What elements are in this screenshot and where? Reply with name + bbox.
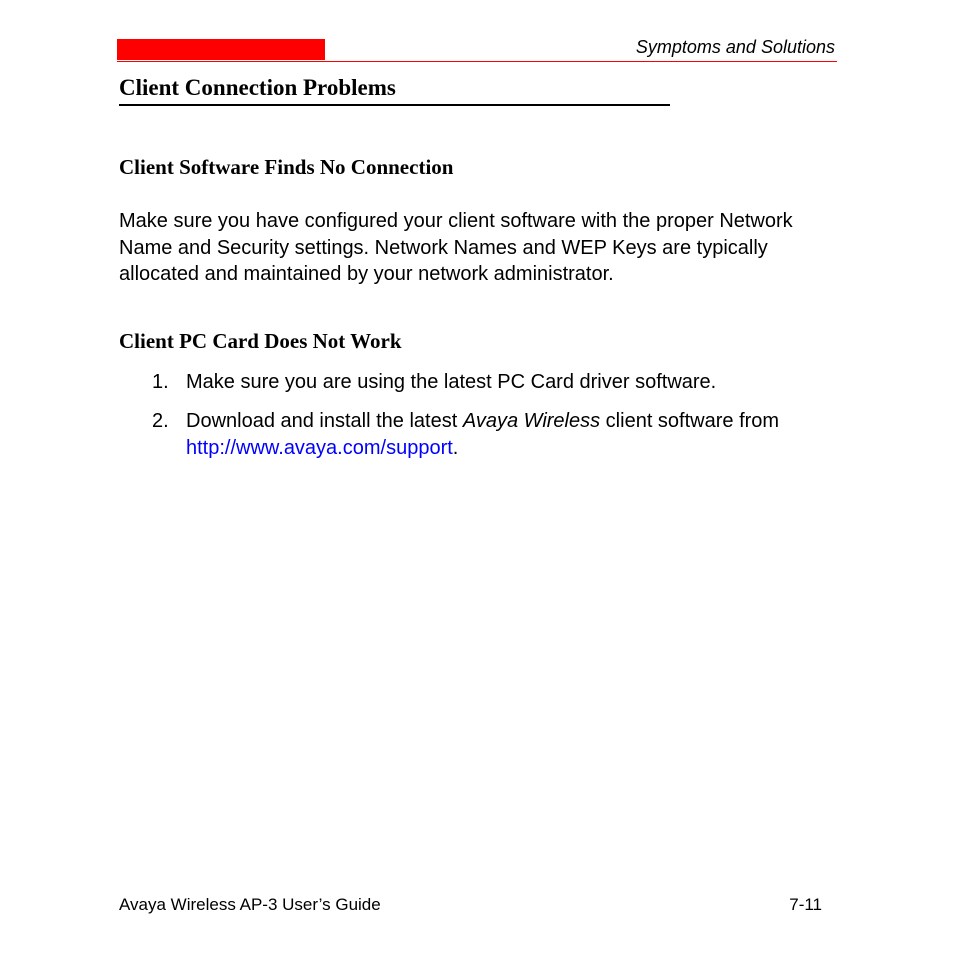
support-link[interactable]: http://www.avaya.com/support [186,437,453,459]
list-item-number: 2. [152,410,169,432]
no-connection-paragraph: Make sure you have configured your client software with the proper Network Name and Security settings. Network Names and WEP Keys are typically allocated and maintained by your network administrator. [119,210,793,285]
header-red-tab [117,39,325,60]
step-2-text-after: client software from [600,410,780,432]
list-item [152,408,832,462]
subsection-heading-no-connection: Client Software Finds No Connection [119,155,454,179]
list-item-text [186,408,832,462]
footer-guide-title: Avaya Wireless AP-3 User’s Guide [119,895,381,914]
list-item-text [186,369,832,396]
list-item [152,369,832,396]
list-item-number: 1. [152,371,169,393]
product-name: Avaya Wireless [462,410,601,432]
section-title: Client Connection Problems [119,75,396,100]
header-rule [117,61,837,62]
running-head: Symptoms and Solutions [635,37,835,57]
step-1-text: Make sure you are using the latest PC Card driver software. [186,371,717,393]
step-2-text-before: Download and install the latest [186,410,463,432]
step-2-end: . [452,437,459,459]
footer-page-number: 7-11 [789,895,822,914]
subsection-heading-pc-card: Client PC Card Does Not Work [119,329,402,353]
section-title-rule [119,104,670,106]
